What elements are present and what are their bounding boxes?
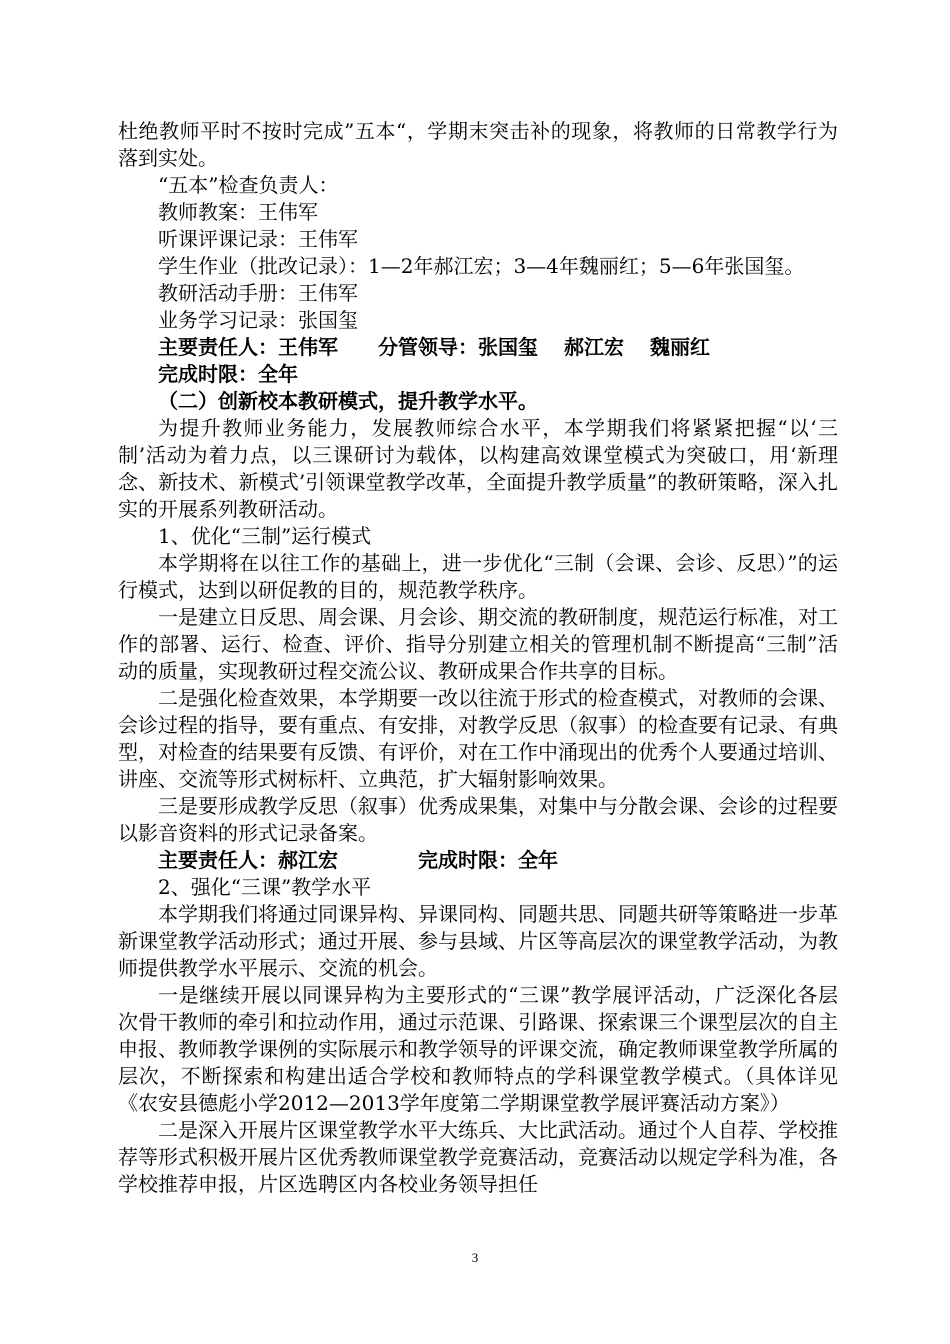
responsibility-line [118,847,838,874]
paragraph: 教师教案：王伟军 [158,200,318,224]
document-body [118,118,838,1198]
paragraph: 为提升教师业务能力，发展教师综合水平，本学期我们将紧紧把握“以‘三制’活动为着力点，以三课研讨为载体，以构建高效课堂模式为突破口，用‘新理念、新技术、新模式’引领课堂教学改革，全面提升教学质量”的教研策略，深入扎实的开展系列教研活动。 [118,416,838,521]
paragraph: 三是要形成教学反思（叙事）优秀成果集，对集中与分散会课、会诊的过程要以影音资料的形式记录备案。 [118,794,838,845]
responsibility-line [118,334,838,361]
responsible-person: 主要责任人：郝江宏 [158,848,338,872]
leader-name: 魏丽红 [650,335,710,359]
paragraph: 二是强化检查效果，本学期要一改以往流于形式的检查模式，对教师的会课、会诊过程的指导，要有重点、有安排，对教学反思（叙事）的检查要有记录、有典型，对检查的结果要有反馈、有评价，对在工作中涌现出的优秀个人要通过培训、讲座、交流等形式树标杆、立典范，扩大辐射影响效果。 [118,686,838,791]
paragraph: 学生作业（批改记录）：1—2年郝江宏；3—4年魏丽红；5—6年张国玺。 [158,254,805,278]
page-number: 3 [471,1250,479,1265]
deadline: 完成时限：全年 [418,848,558,872]
paragraph: “五本”检查负责人： [158,173,339,197]
section-heading: （二）创新校本教研模式，提升教学水平。 [158,389,538,413]
responsible-person: 主要责任人：王伟军 [158,335,338,359]
leader-name: 郝江宏 [564,335,624,359]
paragraph: 本学期将在以往工作的基础上，进一步优化“三制（会课、会诊、反思）”的运行模式，达到以研促教的目的，规范教学秩序。 [118,551,838,602]
paragraph: 二是深入开展片区课堂教学水平大练兵、大比武活动。通过个人自荐、学校推荐等形式积极开展片区优秀教师课堂教学竞赛活动，竞赛活动以规定学科为准，各学校推荐申报，片区选聘区内各校业务领导担任 [118,1118,838,1196]
paragraph: 教研活动手册：王伟军 [158,281,358,305]
subheading: 1、优化“三制”运行模式 [158,524,372,548]
paragraph: 杜绝教师平时不按时完成”五本“，学期末突击补的现象，将教师的日常教学行为落到实处。 [118,119,838,170]
paragraph: 一是继续开展以同课异构为主要形式的“三课”教学展评活动，广泛深化各层次骨干教师的牵引和拉动作用，通过示范课、引路课、探索课三个课型层次的自主申报、教师教学课例的实际展示和教学领导的评课交流，确定教师课堂教学所属的层次，不断探索和构建出适合学校和教师特点的学科课堂教学模式。（具体详见《农安县德彪小学2012—2013学年度第二学期课堂教学展评赛活动方案》） [118,983,838,1115]
deadline-line: 完成时限：全年 [158,362,298,386]
paragraph: 业务学习记录：张国玺 [158,308,358,332]
paragraph: 一是建立日反思、周会课、月会诊、期交流的教研制度，规范运行标准，对工作的部署、运行、检查、评价、指导分别建立相关的管理机制不断提高“三制”活动的质量，实现教研过程交流公议、教研成果合作共享的目标。 [118,605,838,683]
paragraph: 本学期我们将通过同课异构、异课同构、同题共思、同题共研等策略进一步革新课堂教学活动形式；通过开展、参与县域、片区等高层次的课堂教学活动，为教师提供教学水平展示、交流的机会。 [118,902,838,980]
paragraph: 听课评课记录：王伟军 [158,227,358,251]
supervising-leader: 分管领导：张国玺 [378,335,538,359]
subheading: 2、强化“三课”教学水平 [158,875,372,899]
